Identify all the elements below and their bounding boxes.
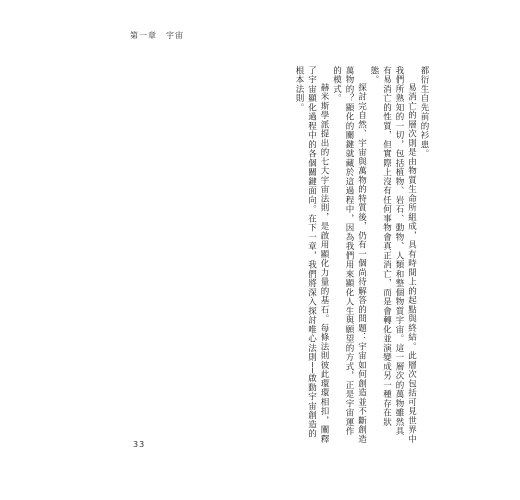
page-number: 33	[133, 440, 146, 449]
paragraph: 易消亡的層次則是由物質生命所組成，具有時間上的起點與終結。此層次包括可見世界中我們所熟知的一切，包括植物、岩石、動物、人類和整個物質宇宙。這一層次的萬物雖然具有易消亡的性質，但實際上沒有任何事物會真正消亡，而是會轉化並演變成另一種存在狀態。	[369, 66, 417, 444]
running-header: 第一章 宇宙	[130, 31, 184, 40]
paragraph: 赫米斯學派提出的七大宇宙法則，是啟用顯化力量的基石。每條法則彼此環環相扣，闡釋了宇宙顯化過程中的各個關鍵面向。在下一章，我們將深入探討唯心法則──啟動宇宙創造的根本法則。	[294, 66, 329, 444]
paragraph: 探討完自然、宇宙與萬物的特質後，仍有一個尚待解答的問題：宇宙如何創造並不斷創造萬物的？顯化的關鍵就藏於這過程中，因為我們用來顯化人生與願望的方式，正是宇宙運作的模式。	[331, 66, 367, 444]
paragraph: 都衍生自先前的衫患。	[419, 66, 429, 159]
body-text	[200, 66, 430, 444]
